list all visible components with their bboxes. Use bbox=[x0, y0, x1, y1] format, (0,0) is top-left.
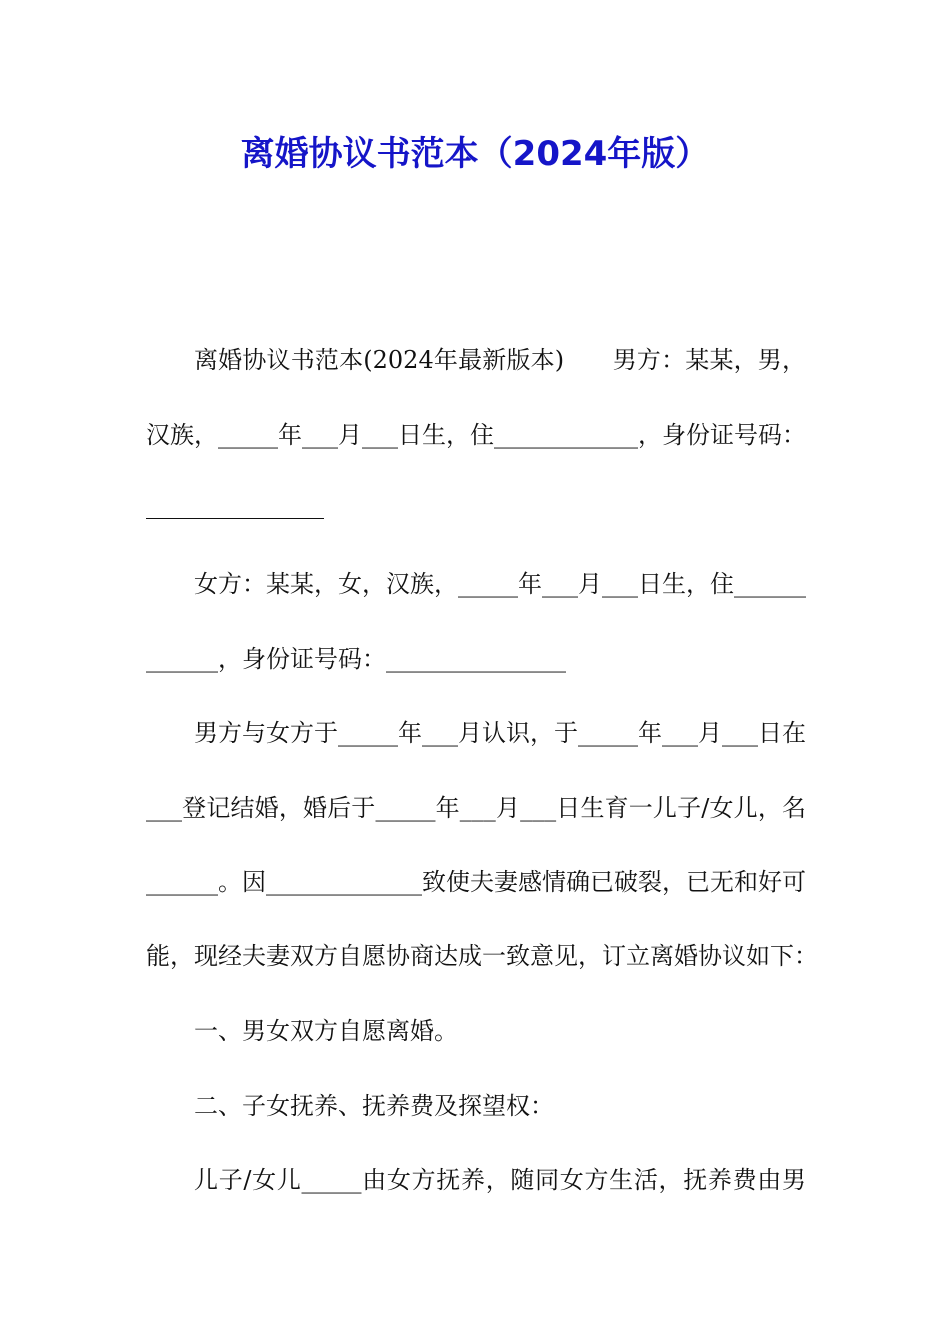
text-line-4: ______，身份证号码：_______________ bbox=[146, 645, 566, 673]
text-line-3: 女方：某某，女，汉族，_____年___月___日生，住______ bbox=[194, 570, 806, 598]
text-line-5: 男方与女方于_____年___月认识，于_____年___月___日在 bbox=[194, 719, 806, 747]
text-line-11: 儿子/女儿_____由女方抚养，随同女方生活，抚养费由男 bbox=[194, 1166, 806, 1194]
clause-two-heading: 二、子女抚养、抚养费及探望权： bbox=[194, 1092, 554, 1120]
text-line-7: ______。因_____________致使夫妻感情确已破裂，已无和好可 bbox=[146, 868, 806, 896]
document-title: 离婚协议书范本（2024年版） bbox=[240, 134, 710, 174]
text-line-2: 汉族，_____年___月___日生，住____________，身份证号码： bbox=[146, 421, 806, 449]
id-number-blank-line bbox=[146, 518, 324, 519]
clause-one: 一、男女双方自愿离婚。 bbox=[194, 1017, 458, 1045]
text-line-8: 能，现经夫妻双方自愿协商达成一致意见，订立离婚协议如下： bbox=[146, 942, 818, 970]
text-line-6: ___登记结婚，婚后于_____年___月___日生育一儿子/女儿，名 bbox=[146, 794, 806, 822]
text-line-1: 离婚协议书范本(2024年最新版本) 男方：某某，男， bbox=[194, 346, 806, 374]
